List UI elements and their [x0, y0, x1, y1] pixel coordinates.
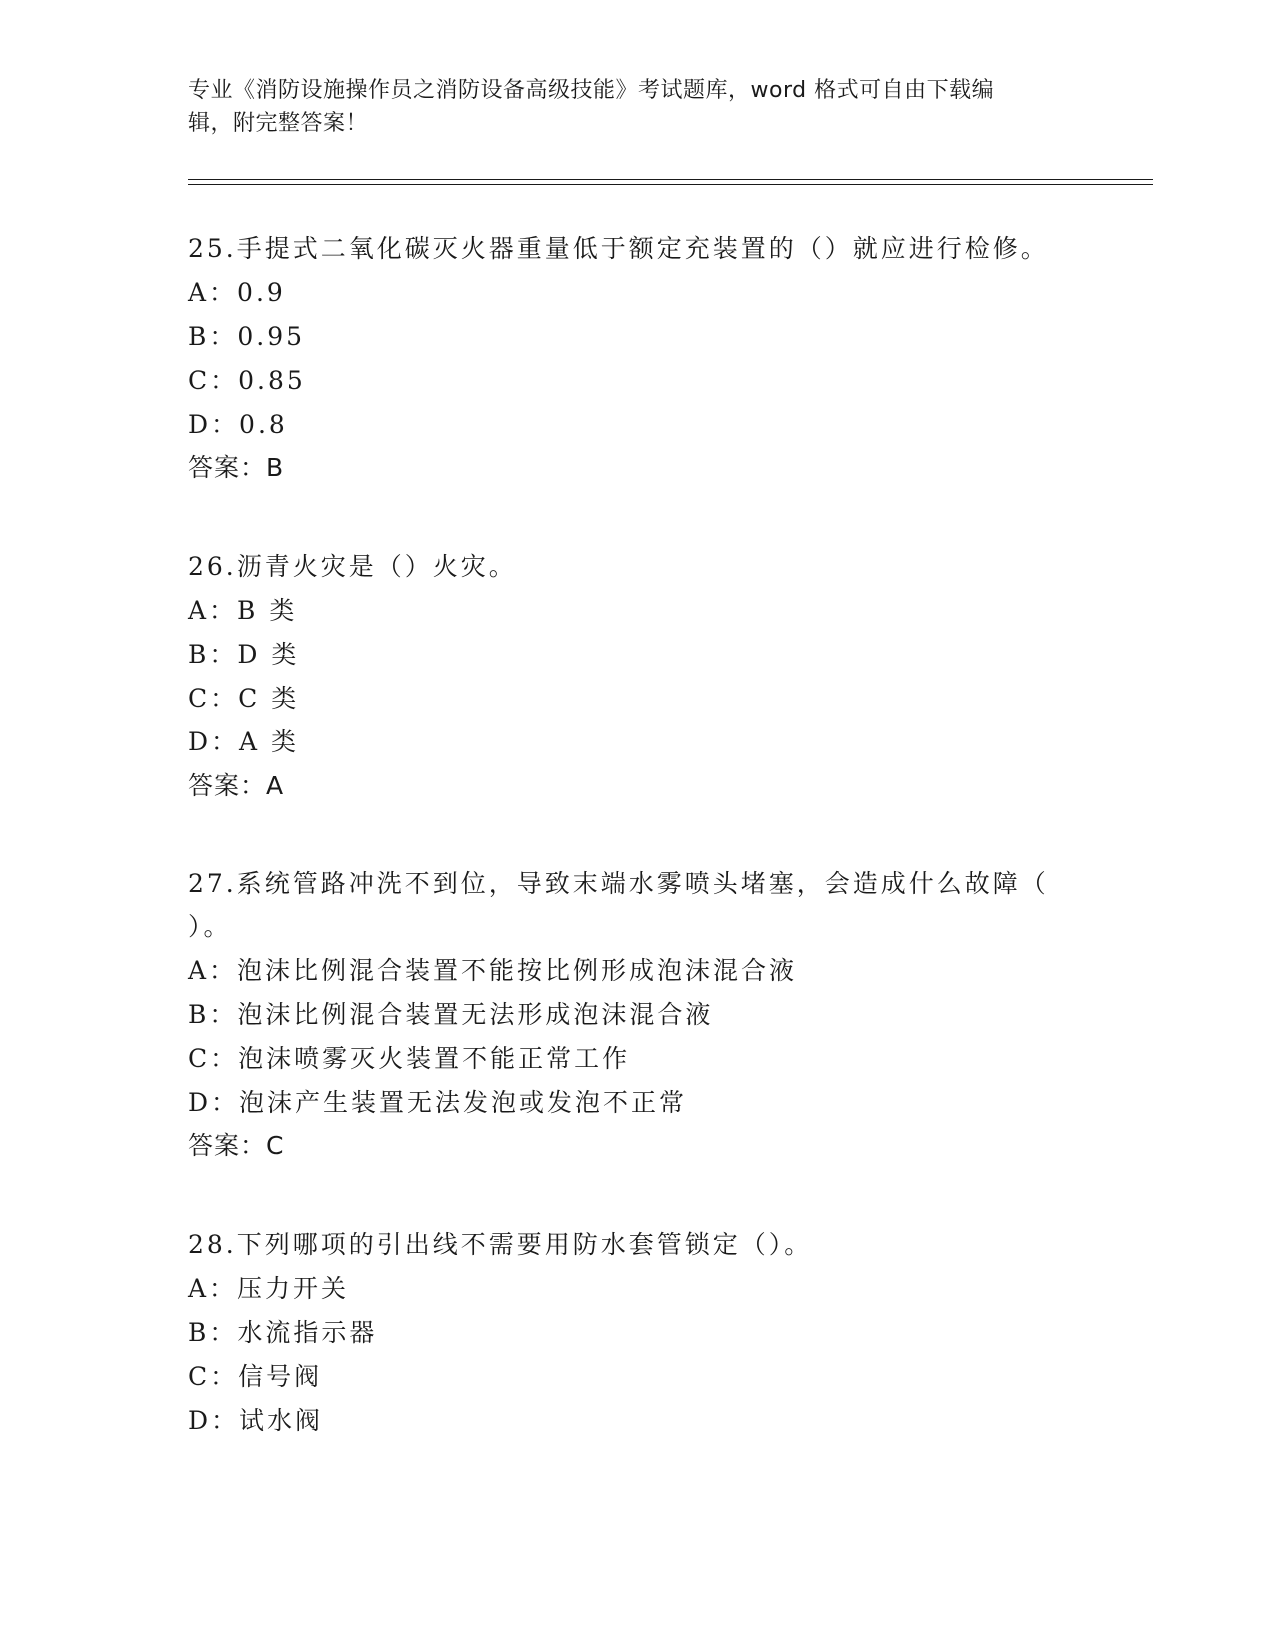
option-d: D：试水阀	[188, 1406, 324, 1435]
option-c: C：C 类	[188, 684, 300, 713]
question-stem-line-1: 27.系统管路冲洗不到位，导致末端水雾喷头堵塞，会造成什么故障（	[188, 869, 1049, 898]
option-d: D：泡沫产生装置无法发泡或发泡不正常	[188, 1088, 688, 1117]
header-line-2: 辑，附完整答案！	[188, 111, 369, 136]
document-header	[188, 74, 1088, 140]
option-d: D：0.8	[188, 410, 288, 439]
header-line-1: 专业《消防设施操作员之消防设备高级技能》考试题库，word 格式可自由下载编	[188, 78, 995, 103]
option-b: B：0.95	[188, 322, 306, 351]
option-b: B：D 类	[188, 640, 300, 669]
option-b: B：水流指示器	[188, 1318, 378, 1347]
option-a: A：泡沫比例混合装置不能按比例形成泡沫混合液	[188, 956, 798, 985]
question-stem: 28.下列哪项的引出线不需要用防水套管锁定（）。	[188, 1230, 813, 1259]
option-a: A：B 类	[188, 596, 298, 625]
answer: 答案：A	[188, 771, 285, 800]
option-b: B：泡沫比例混合装置无法形成泡沫混合液	[188, 1000, 714, 1029]
question-stem-line-2: ）。	[188, 912, 232, 941]
option-d: D：A 类	[188, 727, 300, 756]
header-divider-top	[188, 179, 1153, 180]
option-c: C：信号阀	[188, 1362, 323, 1391]
header-divider-bottom	[188, 184, 1153, 185]
option-c: C：泡沫喷雾灭火装置不能正常工作	[188, 1044, 631, 1073]
option-a: A：压力开关	[188, 1274, 350, 1303]
option-c: C：0.85	[188, 366, 306, 395]
option-a: A：0.9	[188, 278, 286, 307]
answer: 答案：B	[188, 453, 285, 482]
question-stem: 26.沥青火灾是（）火灾。	[188, 552, 517, 581]
answer: 答案：C	[188, 1131, 285, 1160]
question-stem: 25.手提式二氧化碳灭火器重量低于额定充装置的（）就应进行检修。	[188, 234, 1049, 263]
